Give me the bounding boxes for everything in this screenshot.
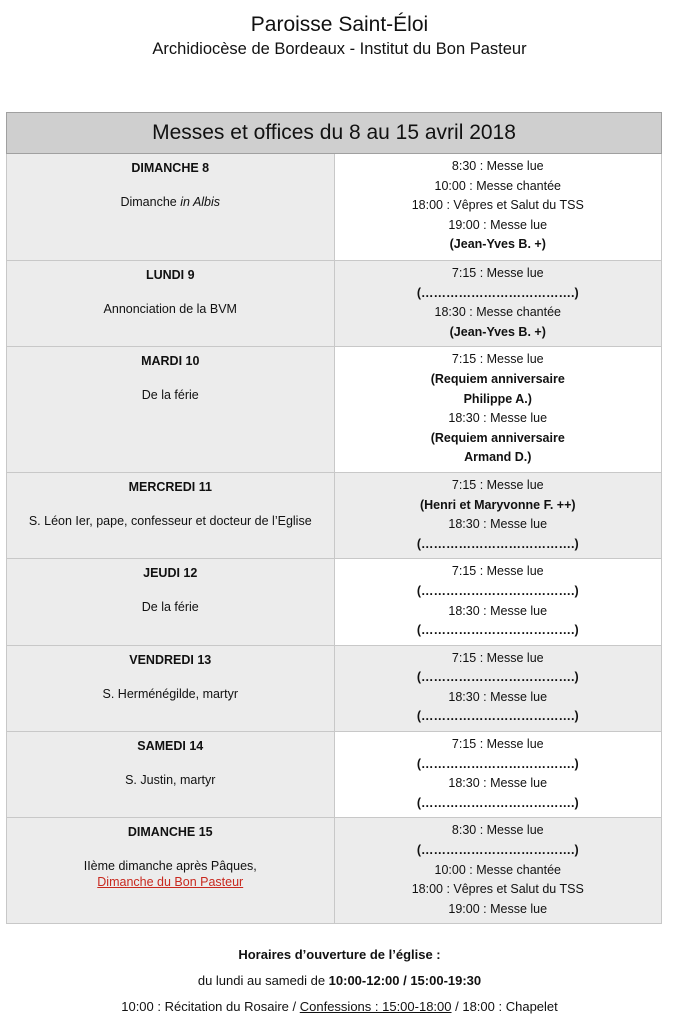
- mass-intention: (Jean-Yves B. +): [449, 324, 546, 339]
- services-cell: [334, 261, 662, 347]
- service-time: 10:00 : Messe chantée: [434, 862, 561, 877]
- mass-intention: (……………………………….): [416, 709, 579, 724]
- mass-intention: (Jean-Yves B. +): [449, 237, 546, 252]
- day-name: MERCREDI 11: [128, 479, 212, 494]
- diocese-name: Archidiocèse de Bordeaux - Institut du Bon Pasteur: [152, 40, 527, 58]
- mass-intention: (Henri et Maryvonne F. ++): [419, 497, 576, 512]
- mass-intention: (……………………………….): [416, 285, 579, 300]
- day-name: DIMANCHE 8: [131, 161, 210, 175]
- day-name: DIMANCHE 15: [127, 825, 213, 840]
- service-time: 8:30 : Messe lue: [451, 823, 544, 838]
- services-cell: [334, 472, 662, 558]
- opening-hours-prefix: du lundi au samedi de: [197, 973, 329, 988]
- feast-text: S. Justin, martyr: [125, 773, 216, 788]
- page-header: [0, 12, 679, 59]
- service-time: 18:00 : Vêpres et Salut du TSS: [411, 198, 584, 213]
- feast-name: [7, 194, 334, 210]
- church-hours: [0, 944, 679, 1018]
- feast-text: S. Herménégilde, martyr: [102, 686, 238, 701]
- service-time: 7:15 : Messe lue: [451, 352, 544, 367]
- schedule-row: [7, 154, 662, 261]
- feast-name: [7, 772, 334, 788]
- schedule-row: [7, 645, 662, 731]
- services-cell: [334, 732, 662, 818]
- day-name: VENDREDI 13: [129, 652, 212, 667]
- mass-intention: (……………………………….): [416, 795, 579, 810]
- service-time: 7:15 : Messe lue: [451, 564, 544, 579]
- service-time: 18:30 : Messe lue: [448, 776, 548, 791]
- feast-text: De la férie: [141, 600, 199, 615]
- day-cell: [7, 154, 335, 261]
- confessions-text: Confessions : 15:00-18:00: [299, 999, 452, 1014]
- day-cell: [7, 732, 335, 818]
- mass-schedule-table: [6, 112, 662, 924]
- service-time: 10:00 : Messe chantée: [434, 178, 561, 193]
- services-cell: [334, 154, 662, 261]
- day-name: LUNDI 9: [145, 268, 195, 282]
- mass-intention: (……………………………….): [416, 536, 579, 551]
- feast-name: [7, 599, 334, 615]
- day-name: MARDI 10: [141, 354, 200, 369]
- day-cell: [7, 559, 335, 645]
- mass-intention: Philippe A.): [463, 391, 532, 406]
- day-cell: [7, 818, 335, 924]
- mass-intention: (……………………………….): [416, 670, 579, 685]
- rosary-text: 10:00 : Récitation du Rosaire /: [121, 999, 300, 1014]
- services-cell: [334, 645, 662, 731]
- feast-text: IIème dimanche après Pâques,: [83, 859, 257, 874]
- service-time: 18:30 : Messe chantée: [434, 305, 561, 320]
- feast-italic-text: in Albis: [180, 195, 221, 209]
- service-time: 7:15 : Messe lue: [451, 266, 544, 280]
- day-name: SAMEDI 14: [137, 739, 204, 754]
- service-time: 7:15 : Messe lue: [451, 477, 544, 492]
- feast-name: [7, 301, 334, 317]
- feast-name: [7, 513, 334, 529]
- day-cell: [7, 472, 335, 558]
- feast-link[interactable]: Dimanche du Bon Pasteur: [97, 875, 244, 890]
- feast-name: [7, 686, 334, 702]
- chapelet-text: / 18:00 : Chapelet: [451, 999, 558, 1014]
- feast-text: De la férie: [141, 388, 199, 403]
- mass-intention: (……………………………….): [416, 756, 579, 771]
- schedule-row: [7, 559, 662, 645]
- schedule-title: Messes et offices du 8 au 15 avril 2018: [7, 113, 662, 154]
- day-cell: [7, 261, 335, 347]
- mass-intention: (……………………………….): [416, 843, 579, 858]
- mass-intention: (Requiem anniversaire: [430, 430, 565, 445]
- service-time: 18:30 : Messe lue: [448, 411, 548, 426]
- service-time: 19:00 : Messe lue: [448, 217, 548, 232]
- services-cell: [334, 347, 662, 473]
- services-cell: [334, 559, 662, 645]
- service-time: 8:30 : Messe lue: [451, 159, 544, 173]
- mass-intention: (……………………………….): [416, 583, 579, 598]
- mass-intention: Armand D.): [464, 450, 532, 465]
- opening-hours-value: 10:00-12:00 / 15:00-19:30: [328, 973, 482, 988]
- feast-text: Annonciation de la BVM: [103, 302, 237, 316]
- feast-text: Dimanche: [120, 195, 181, 209]
- schedule-row: [7, 347, 662, 473]
- service-time: 7:15 : Messe lue: [451, 737, 544, 752]
- service-time: 19:00 : Messe lue: [448, 901, 548, 916]
- mass-intention: (Requiem anniversaire: [430, 371, 565, 386]
- day-cell: [7, 645, 335, 731]
- feast-text: S. Léon Ier, pape, confesseur et docteur de l’Eglise: [28, 513, 312, 528]
- schedule-row: [7, 472, 662, 558]
- feast-name: [7, 387, 334, 403]
- service-time: 18:30 : Messe lue: [448, 689, 548, 704]
- opening-hours-line: [0, 970, 679, 992]
- daily-offices-line: [0, 996, 679, 1018]
- service-time: 18:00 : Vêpres et Salut du TSS: [411, 882, 584, 897]
- mass-intention: (……………………………….): [416, 623, 579, 638]
- schedule-row: [7, 818, 662, 924]
- day-name: JEUDI 12: [143, 566, 198, 581]
- schedule-row: [7, 261, 662, 347]
- services-cell: [334, 818, 662, 924]
- schedule-body: [7, 154, 662, 924]
- service-time: 7:15 : Messe lue: [451, 650, 544, 665]
- day-cell: [7, 347, 335, 473]
- service-time: 18:30 : Messe lue: [448, 517, 548, 532]
- feast-name: [7, 858, 334, 890]
- opening-hours-heading: Horaires d’ouverture de l’église :: [238, 947, 441, 962]
- schedule-row: [7, 732, 662, 818]
- service-time: 18:30 : Messe lue: [448, 603, 548, 618]
- parish-name: Paroisse Saint-Éloi: [250, 13, 429, 36]
